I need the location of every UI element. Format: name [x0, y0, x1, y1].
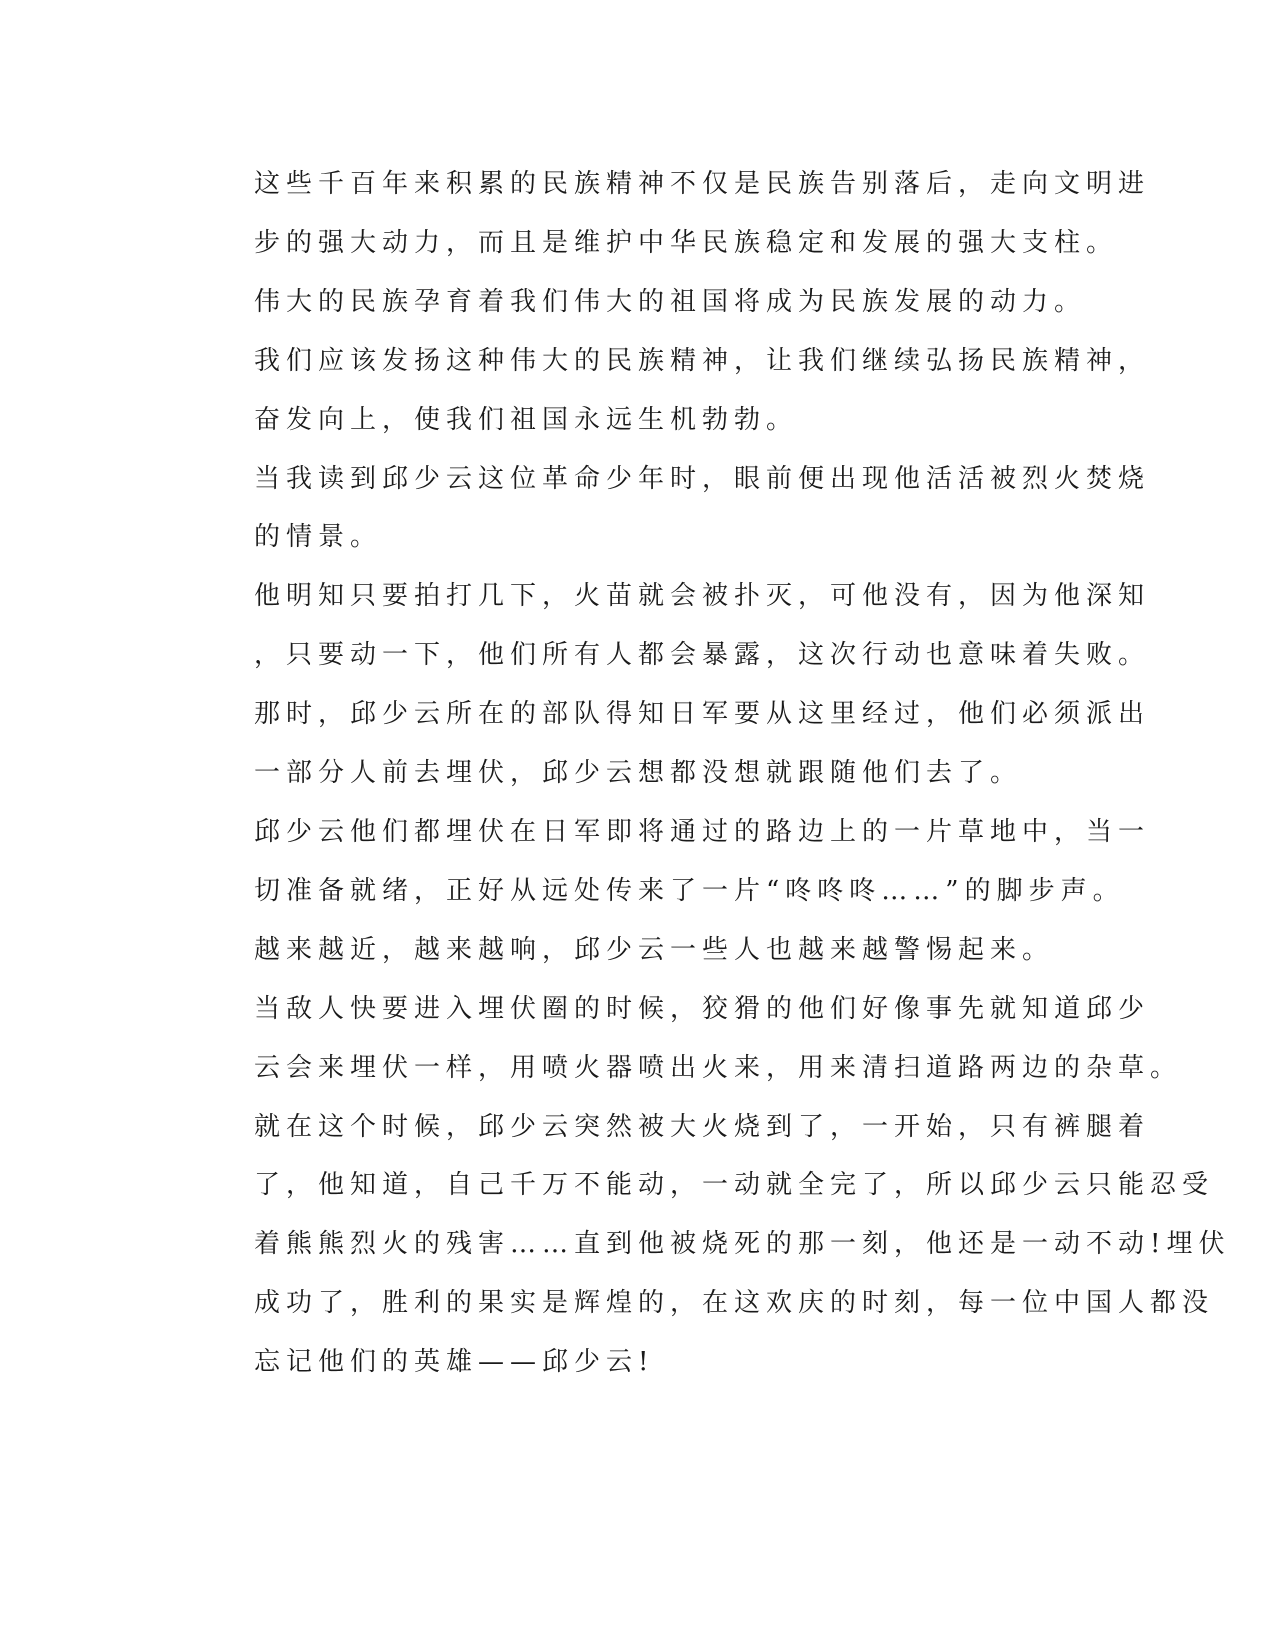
paragraph-line: 当我读到邱少云这位革命少年时，眼前便出现他活活被烈火焚烧	[254, 463, 1151, 494]
paragraph-line: 云会来埋伏一样，用喷火器喷出火来，用来清扫道路两边的杂草。	[254, 1052, 1183, 1083]
paragraph-line: ，只要动一下，他们所有人都会暴露，这次行动也意味着失败。	[254, 640, 1151, 671]
paragraph-line: 忘记他们的英雄——邱少云!	[254, 1347, 655, 1378]
paragraph-line: 切准备就绪，正好从远处传来了一片“咚咚咚……”的脚步声。	[254, 875, 1125, 906]
paragraph-line: 邱少云他们都埋伏在日军即将通过的路边上的一片草地中，当一	[254, 816, 1151, 847]
paragraph	[182, 803, 1151, 921]
document-body	[182, 155, 1231, 1392]
paragraph-line: 了，他知道，自己千万不能动，一动就全完了，所以邱少云只能忍受	[254, 1170, 1215, 1201]
paragraph-line: 的情景。	[254, 522, 383, 553]
paragraph	[182, 685, 1151, 803]
paragraph-line: 越来越近，越来越响，邱少云一些人也越来越警惕起来。	[254, 934, 1055, 965]
paragraph	[182, 980, 1183, 1098]
paragraph-line: 这些千百年来积累的民族精神不仅是民族告别落后，走向文明进	[254, 169, 1151, 199]
paragraph	[182, 921, 1055, 980]
paragraph-line: 步的强大动力，而且是维护中华民族稳定和发展的强大支柱。	[254, 227, 1119, 258]
paragraph	[182, 1098, 1231, 1393]
paragraph-line: 奋发向上，使我们祖国永远生机勃勃。	[254, 404, 799, 435]
paragraph-line: 我们应该发扬这种伟大的民族精神，让我们继续弘扬民族精神，	[254, 345, 1151, 376]
paragraph	[182, 450, 1151, 568]
paragraph-line: 伟大的民族孕育着我们伟大的祖国将成为民族发展的动力。	[254, 286, 1087, 317]
paragraph-line: 一部分人前去埋伏，邱少云想都没想就跟随他们去了。	[254, 758, 1023, 789]
paragraph-line: 成功了，胜利的果实是辉煌的，在这欢庆的时刻，每一位中国人都没	[254, 1288, 1215, 1319]
paragraph-line: 就在这个时候，邱少云突然被大火烧到了，一开始，只有裤腿着	[254, 1111, 1151, 1142]
paragraph	[182, 332, 1151, 450]
paragraph	[182, 155, 1151, 273]
paragraph-line: 他明知只要拍打几下，火苗就会被扑灭，可他没有，因为他深知	[254, 581, 1151, 612]
paragraph-line: 着熊熊烈火的残害……直到他被烧死的那一刻，他还是一动不动!埋伏	[254, 1229, 1231, 1260]
paragraph	[182, 567, 1151, 685]
paragraph-line: 当敌人快要进入埋伏圈的时候，狡猾的他们好像事先就知道邱少	[254, 993, 1151, 1024]
paragraph	[182, 273, 1087, 332]
paragraph-line: 那时，邱少云所在的部队得知日军要从这里经过，他们必须派出	[254, 699, 1151, 730]
